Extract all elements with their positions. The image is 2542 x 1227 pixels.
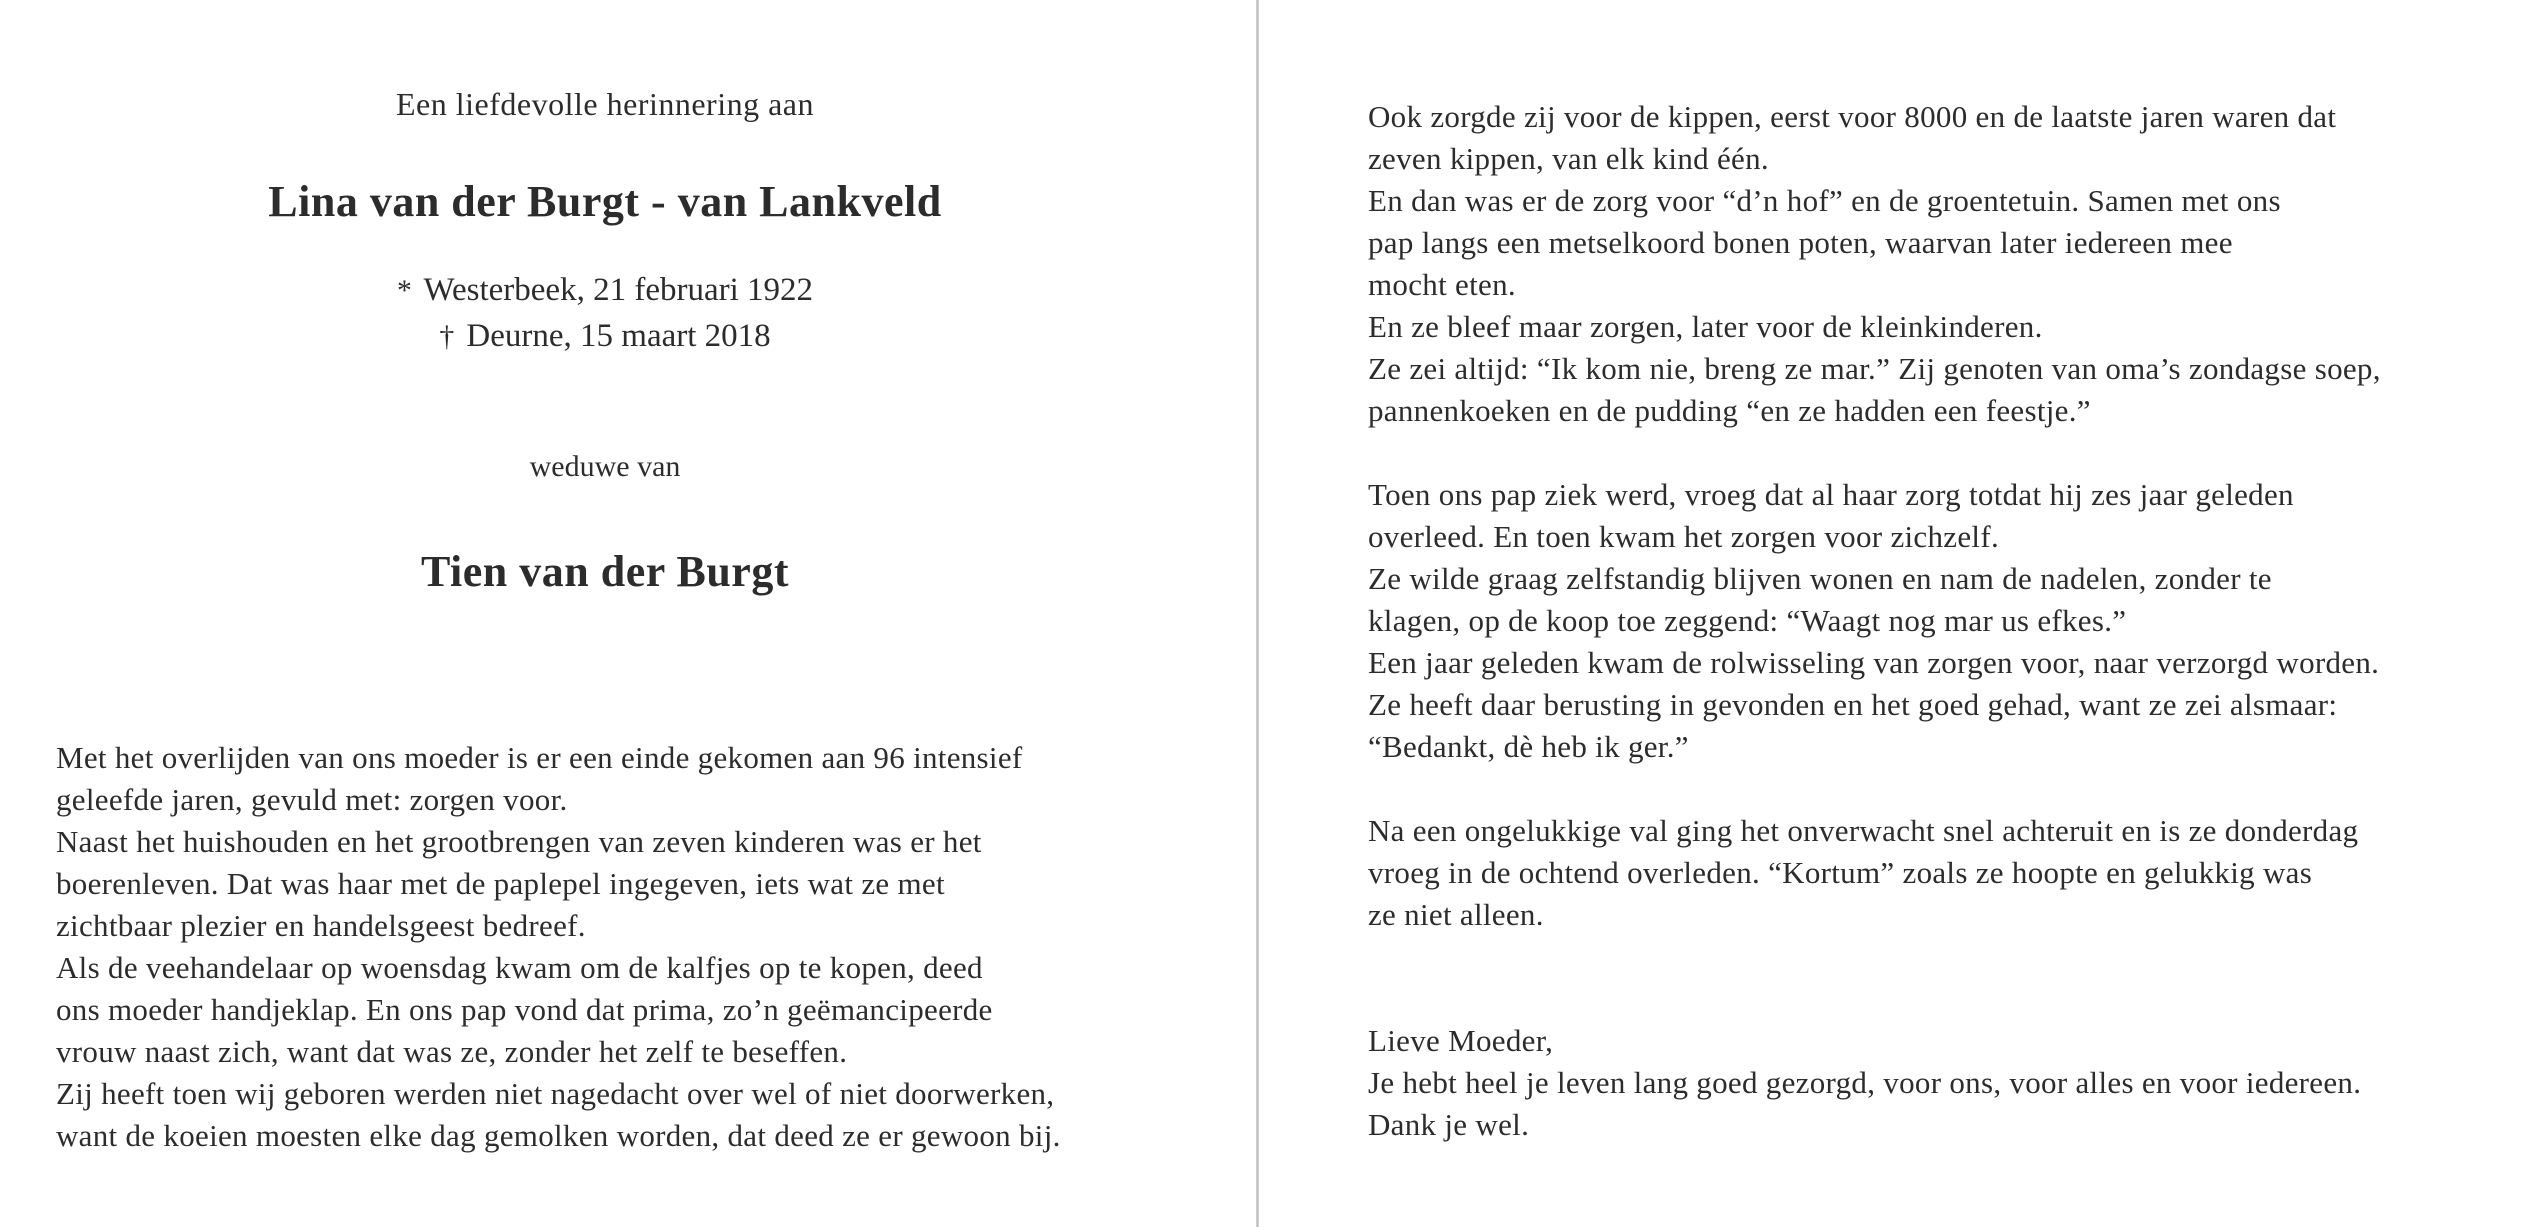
body-line: mocht eten. bbox=[1368, 267, 1516, 302]
body-line: Naast het huishouden en het grootbrengen van zeven kinderen was er het bbox=[56, 824, 982, 859]
body-line: pap langs een metselkoord bonen poten, waarvan later iedereen mee bbox=[1368, 225, 2233, 260]
right-body-text bbox=[1368, 96, 2488, 1146]
paragraph-passing bbox=[1368, 810, 2488, 936]
deceased-name: Lina van der Burgt - van Lankveld bbox=[268, 177, 942, 226]
death-date: Deurne, 15 maart 2018 bbox=[466, 318, 771, 354]
closing-line: Dank je wel. bbox=[1368, 1107, 1530, 1142]
body-line: Na een ongelukkige val ging het onverwacht snel achteruit en is ze donderdag bbox=[1368, 813, 2359, 848]
body-line: Ze wilde graag zelfstandig blijven wonen en nam de nadelen, zonder te bbox=[1368, 561, 2272, 596]
left-body-text bbox=[56, 737, 1156, 1157]
left-page bbox=[0, 0, 1255, 1227]
paragraph-later-years bbox=[1368, 474, 2488, 768]
body-line: want de koeien moesten elke dag gemolken worden, dat deed ze er gewoon bij. bbox=[56, 1118, 1061, 1153]
body-line: ons moeder handjeklap. En ons pap vond dat prima, zo’n geëmancipeerde bbox=[56, 992, 993, 1027]
body-line: Ze heeft daar berusting in gevonden en het goed gehad, want ze zei alsmaar: bbox=[1368, 687, 2338, 722]
closing-line: Lieve Moeder, bbox=[1368, 1023, 1554, 1058]
body-line: boerenleven. Dat was haar met de paplepel ingegeven, iets wat ze met bbox=[56, 866, 945, 901]
body-line: overleed. En toen kwam het zorgen voor zichzelf. bbox=[1368, 519, 1999, 554]
body-line: Als de veehandelaar op woensdag kwam om de kalfjes op te kopen, deed bbox=[56, 950, 983, 985]
body-line: zichtbaar plezier en handelsgeest bedreef. bbox=[56, 908, 586, 943]
body-line: Ook zorgde zij voor de kippen, eerst voor 8000 en de laatste jaren waren dat bbox=[1368, 99, 2337, 134]
body-line: vrouw naast zich, want dat was ze, zonder het zelf te beseffen. bbox=[56, 1034, 848, 1069]
birth-line bbox=[0, 272, 1210, 309]
body-line: En dan was er de zorg voor “d’n hof” en de groentetuin. Samen met ons bbox=[1368, 183, 2281, 218]
widow-of-text: weduwe van bbox=[529, 450, 681, 483]
body-line: ze niet alleen. bbox=[1368, 897, 1544, 932]
closing-line: Je hebt heel je leven lang goed gezorgd, voor ons, voor alles en voor iedereen. bbox=[1368, 1065, 2362, 1100]
body-line: geleefde jaren, gevuld met: zorgen voor. bbox=[56, 782, 568, 817]
paragraph-chickens-garden bbox=[1368, 96, 2488, 432]
intro-text: Een liefdevolle herinnering aan bbox=[396, 86, 814, 122]
body-line: Ze zei altijd: “Ik kom nie, breng ze mar.” Zij genoten van oma’s zondagse soep, bbox=[1368, 351, 2381, 386]
death-line bbox=[0, 318, 1210, 355]
body-line: zeven kippen, van elk kind één. bbox=[1368, 141, 1769, 176]
body-line: vroeg in de ochtend overleden. “Kortum” zoals ze hoopte en gelukkig was bbox=[1368, 855, 2313, 890]
page-fold-divider bbox=[1256, 0, 1259, 1227]
body-line: pannenkoeken en de pudding “en ze hadden een feestje.” bbox=[1368, 393, 2091, 428]
body-line: En ze bleef maar zorgen, later voor de kleinkinderen. bbox=[1368, 309, 2043, 344]
body-line: Toen ons pap ziek werd, vroeg dat al haar zorg totdat hij zes jaar geleden bbox=[1368, 477, 2294, 512]
death-cross-icon: † bbox=[439, 321, 455, 353]
birth-date: Westerbeek, 21 februari 1922 bbox=[423, 272, 814, 308]
paragraph-closing bbox=[1368, 1020, 2488, 1146]
body-line: “Bedankt, dè heb ik ger.” bbox=[1368, 729, 1689, 764]
body-line: Een jaar geleden kwam de rolwisseling van zorgen voor, naar verzorgd worden. bbox=[1368, 645, 2380, 680]
body-line: klagen, op de koop toe zeggend: “Waagt nog mar us efkes.” bbox=[1368, 603, 2127, 638]
body-line: Zij heeft toen wij geboren werden niet nagedacht over wel of niet doorwerken, bbox=[56, 1076, 1055, 1111]
paragraph-spacer bbox=[1368, 936, 2488, 1020]
birth-star-icon: * bbox=[396, 275, 412, 307]
paragraph-spacer bbox=[1368, 768, 2488, 810]
body-line: Met het overlijden van ons moeder is er een einde gekomen aan 96 intensief bbox=[56, 740, 1023, 775]
husband-name: Tien van der Burgt bbox=[421, 547, 789, 596]
paragraph-spacer bbox=[1368, 432, 2488, 474]
